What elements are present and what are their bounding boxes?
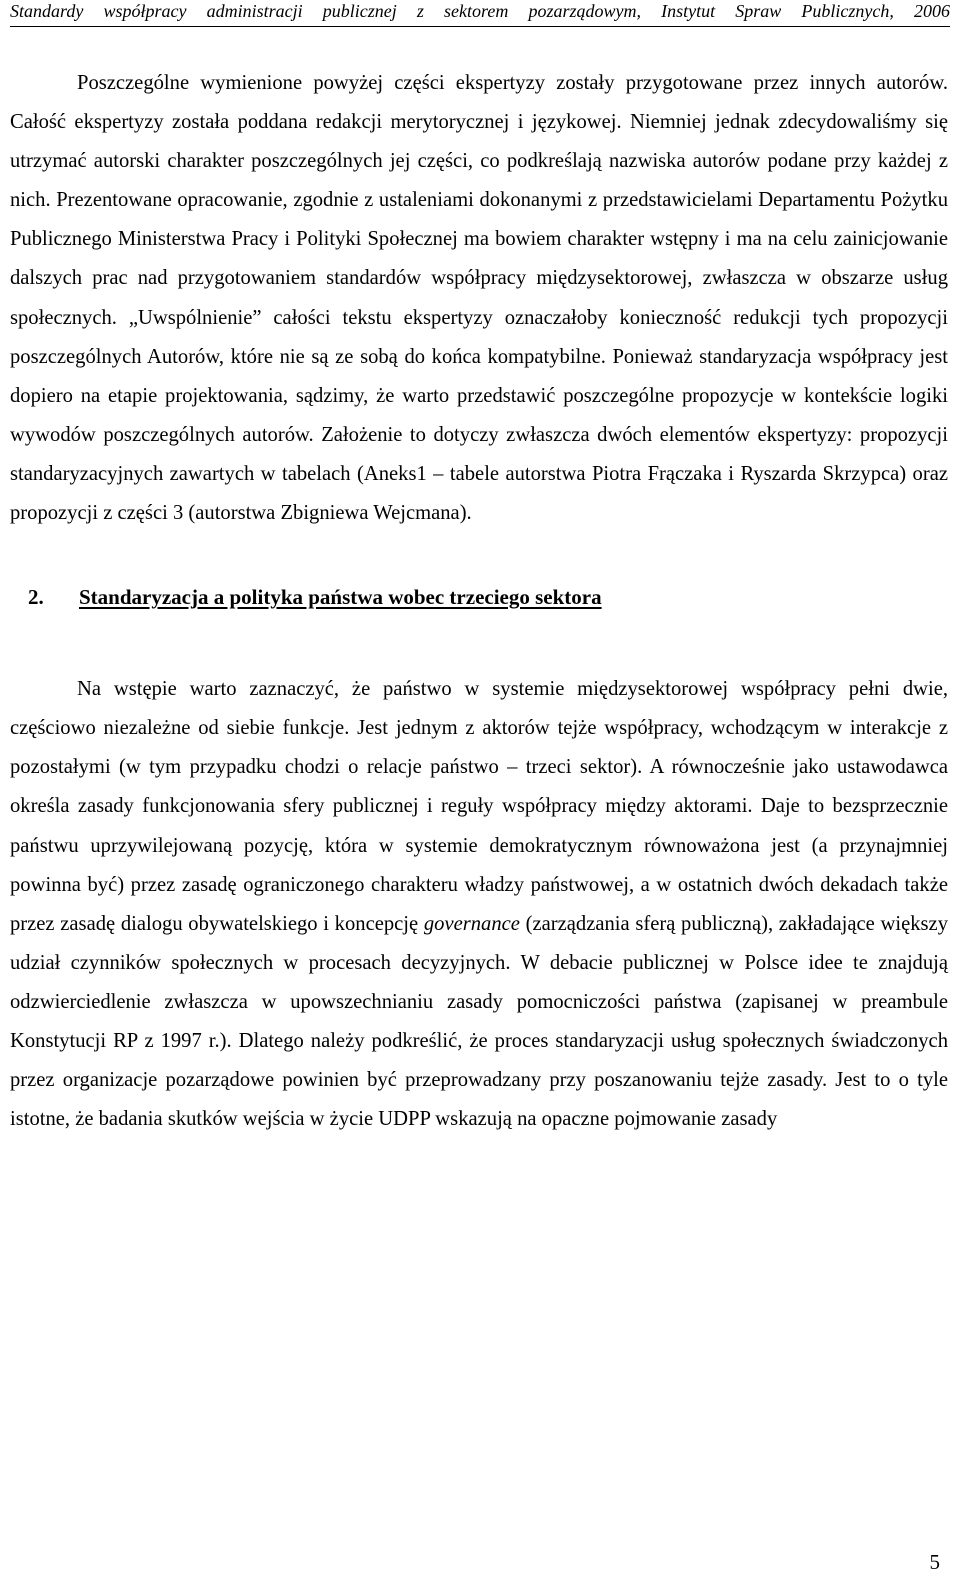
running-header-title: Standardy współpracy administracji publicznej z sektorem pozarządowym, Instytut Spraw Publicznych, 2006 [10, 1, 950, 21]
italic-term-governance: governance [423, 912, 520, 935]
section-number: 2. [28, 585, 44, 610]
section-heading [10, 580, 948, 614]
paragraph-text-part-2: (zarządzania sferą publiczną), zakładające większy udział czynników społecznych w procesach decyzyjnych. W debacie publicznej w Polsce idee te znajdują odzwierciedlenie zwłaszcza w upowszechnianiu zasady pomocniczości państwa (zapisanej w preambule Konstytucji RP z 1997 r.). Dlatego należy podkreślić, że proces standaryzacji usług społecznych świadczonych przez organizacje pozarządowe powinien być przeprowadzany przy poszanowaniu tejże zasady. Jest to o tyle istotne, że badania skutków wejścia w życie UDPP wskazują na opaczne pojmowanie zasady [10, 912, 948, 1131]
paragraph-intro: Poszczególne wymienione powyżej części ekspertyzy zostały przygotowane przez innych autorów. Całość ekspertyzy została poddana redakcji merytorycznej i językowej. Niemniej jednak zdecydowaliśmy się utrzymać autorski charakter poszczególnych jej części, co podkreślają nazwiska autorów podane przy każdej z nich. Prezentowane opracowanie, zgodnie z ustaleniami dokonanymi z przedstawicielami Departamentu Pożytku Publicznego Ministerstwa Pracy i Polityki Społecznej ma bowiem charakter wstępny i ma na celu zainicjowanie dalszych prac nad przygotowaniem standardów współpracy międzysektorowej, zwłaszcza w obszarze usług społecznych. „Uwspólnienie” całości tekstu ekspertyzy oznaczałoby konieczność redukcji tych propozycji poszczególnych Autorów, które nie są ze sobą do końca kompatybilne. Ponieważ standaryzacja współpracy jest dopiero na etapie projektowania, sądzimy, że warto przedstawić poszczególne propozycje w kontekście logiki wywodów poszczególnych autorów. Założenie to dotyczy zwłaszcza dwóch elementów ekspertyzy: propozycji standaryzacyjnych zawartych w tabelach (Aneks1 – tabele autorstwa Piotra Frączaka i Ryszarda Skrzypca) oraz propozycji z części 3 (autorstwa Zbigniewa Wejcmana). [10, 72, 948, 525]
section-title: Standaryzacja a polityka państwa wobec trzeciego sektora [79, 585, 602, 610]
paragraph-state-policy [10, 670, 948, 1139]
page-number: 5 [929, 1550, 940, 1574]
document-body [10, 64, 948, 1139]
running-header [10, 0, 950, 27]
paragraph-text-part-1: Na wstępie warto zaznaczyć, że państwo w systemie międzysektorowej współpracy pełni dwie, częściowo niezależne od siebie funkcje. Jest jednym z aktorów tejże współpracy, wchodzącym w interakcje z pozostałymi (w tym przypadku chodzi o relacje państwo – trzeci sektor). A równocześnie jako ustawodawca określa zasady funkcjonowania sfery publicznej i reguły współpracy między aktorami. Daje to bezsprzecznie państwu uprzywilejowaną pozycję, która w systemie demokratycznym równoważona jest (a przynajmniej powinna być) przez zasadę ograniczonego charakteru władzy państwowej, a w ostatnich dwóch dekadach także przez zasadę dialogu obywatelskiego i koncepcję [10, 678, 948, 935]
